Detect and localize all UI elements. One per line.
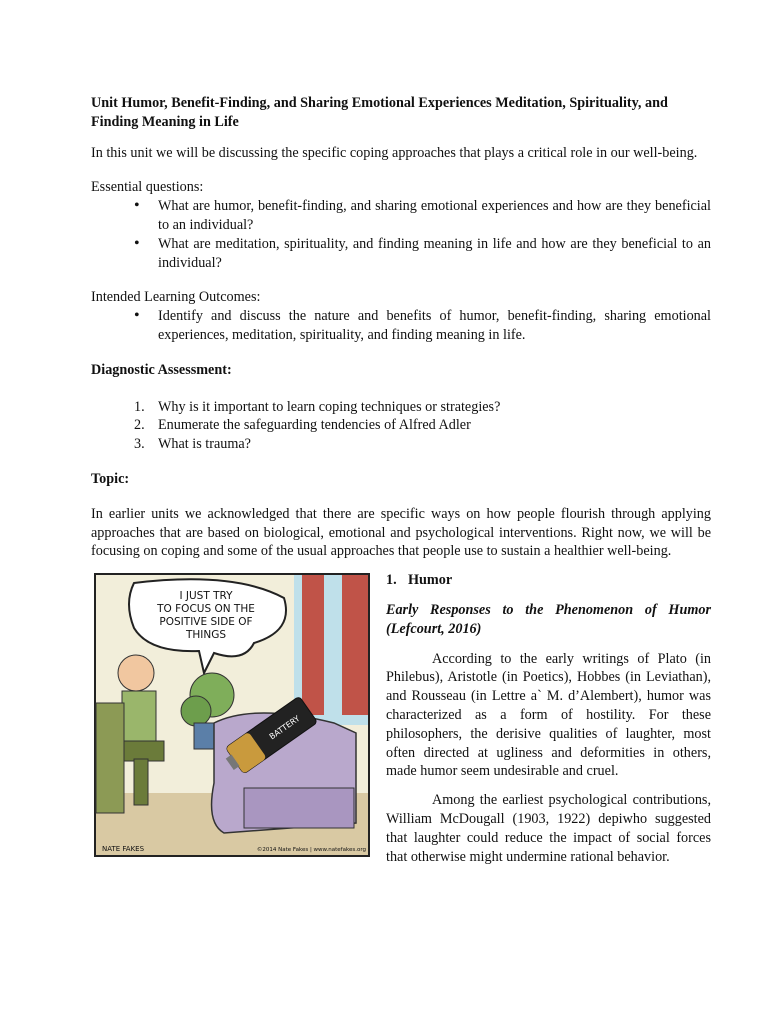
document-page xyxy=(91,94,711,866)
learning-outcomes-list xyxy=(91,307,711,345)
list-item: 2. Enumerate the safeguarding tendencies of Alfred Adler xyxy=(134,417,471,434)
battery-label: BATTERY xyxy=(267,714,302,742)
comic-copyright: ©2014 Nate Fakes | www.natefakes.org xyxy=(256,847,366,854)
learning-outcomes-label: Intended Learning Outcomes: xyxy=(91,289,261,306)
humor-subheading: Early Responses to the Phenomenon of Humor (Lefcourt, 2016) xyxy=(386,601,711,637)
essential-questions-label: Essential questions: xyxy=(91,179,204,196)
humor-paragraph-2: Among the earliest psychological contributions, William McDougall (1903, 1922) depiwho suggested that laughter could reduce the impact of social forces that otherwise might undermine rational behavior. xyxy=(386,792,711,865)
speech-line: THINGS xyxy=(185,629,227,642)
list-item: • Identify and discuss the nature and benefits of humor, benefit-finding, sharing emotional experiences, meditation, spirituality, and finding meaning in life. xyxy=(134,307,711,343)
essential-questions-list xyxy=(91,197,711,272)
diagnostic-heading: Diagnostic Assessment: xyxy=(91,361,232,378)
list-item: 1. Why is it important to learn coping techniques or strategies? xyxy=(134,398,501,415)
topic-heading: Topic: xyxy=(91,470,130,487)
list-item: 3. What is trauma? xyxy=(134,436,251,453)
speech-line: TO FOCUS ON THE xyxy=(157,603,255,616)
intro-paragraph: In this unit we will be discussing the specific coping approaches that plays a critical role in our well-being. xyxy=(91,144,698,161)
list-item: • What are humor, benefit-finding, and sharing emotional experiences and how are they beneficial to an individual? xyxy=(134,197,711,233)
diagnostic-list xyxy=(91,398,711,454)
comic-image xyxy=(94,573,370,857)
list-item: • What are meditation, spirituality, and finding meaning in life and how are they beneficial to an individual? xyxy=(134,234,711,271)
comic-signature: NATE FAKES xyxy=(102,845,145,854)
bullet-icon: • xyxy=(134,234,140,252)
bullet-icon: • xyxy=(134,307,140,325)
bullet-icon: • xyxy=(134,197,140,215)
topic-paragraph: In earlier units we acknowledged that there are specific ways on how people flourish through applying approaches that are based on biological, emotional and psychological interventions. Right now, we will be focusing on coping and some of the usual approaches that people use to sustain a healthier well-being. xyxy=(91,505,711,560)
unit-title: Unit Humor, Benefit-Finding, and Sharing Emotional Experiences Meditation, Spirituality, and Finding Meaning in Life xyxy=(91,95,668,130)
speech-line: I JUST TRY xyxy=(179,590,233,603)
humor-section xyxy=(91,571,711,866)
humor-heading: 1. Humor xyxy=(386,572,453,589)
speech-line: POSITIVE SIDE OF xyxy=(159,616,253,629)
humor-paragraph-1: According to the early writings of Plato (in Philebus), Aristotle (in Poetics), Hobbes (in Leviathan), and Rousseau (in Lettre a` M. d’Alembert), humor was characterized as a form of hostility. For these philosophers, the derisive qualities of laughter, most often directed at ugliness and deformities in others, made humor seem undesirable and cruel. xyxy=(386,650,711,780)
